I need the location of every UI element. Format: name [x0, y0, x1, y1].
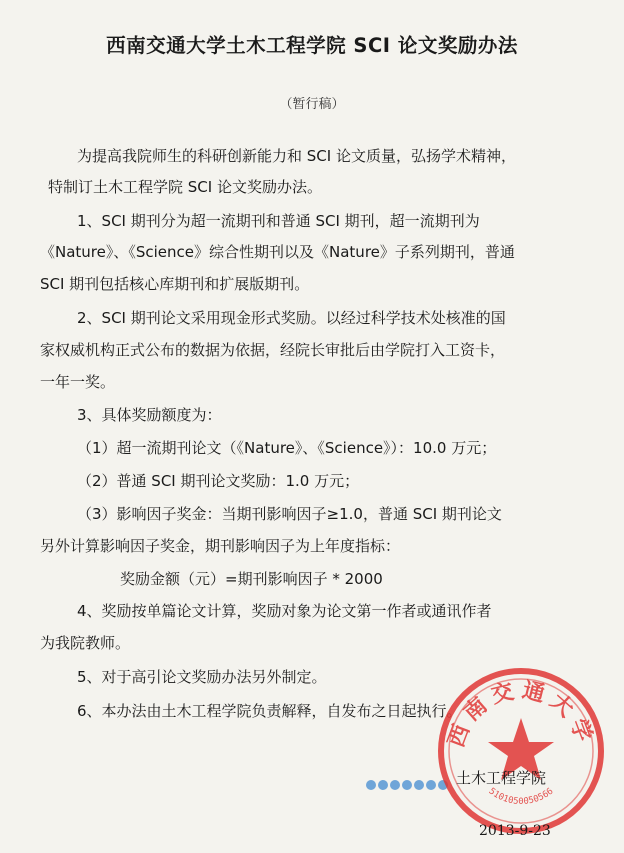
paragraph-line: 一年一奖。 [40, 373, 116, 391]
paragraph-line: 4、奖励按单篇论文计算，奖励对象为论文第一作者或通讯作者 [77, 602, 492, 620]
formula-line: 奖励金额（元）=期刊影响因子 * 2000 [120, 570, 383, 588]
paragraph-line: 《Nature》、《Science》综合性期刊以及《Nature》子系列期刊，普通 [40, 243, 515, 261]
paragraph-line: 为提高我院师生的科研创新能力和 SCI 论文质量，弘扬学术精神， [77, 147, 516, 165]
document-subtitle: （暂行稿） [279, 97, 345, 112]
dot-icon [366, 780, 376, 790]
dot-icon [390, 780, 400, 790]
paragraph-line: （3）影响因子奖金：当期刊影响因子≥1.0，普通 SCI 期刊论文 [77, 505, 502, 523]
paragraph-line: 5、对于高引论文奖励办法另外制定。 [77, 668, 327, 686]
paragraph-line: 另外计算影响因子奖金，期刊影响因子为上年度指标： [40, 537, 401, 555]
paragraph-line: 为我院教师。 [40, 634, 131, 652]
issue-date: 2013-9-23 [479, 823, 551, 839]
dot-icon [378, 780, 388, 790]
paragraph-line: SCI 期刊包括核心库期刊和扩展版期刊。 [40, 275, 310, 293]
paragraph-line: 2、SCI 期刊论文采用现金形式奖励。以经过科学技术处核准的国 [77, 309, 506, 327]
issuing-organization: 土木工程学院 [456, 769, 547, 787]
paragraph-line: （2）普通 SCI 期刊论文奖励：1.0 万元； [77, 472, 360, 490]
paragraph-line: 1、SCI 期刊分为超一流期刊和普通 SCI 期刊，超一流期刊为 [77, 212, 480, 230]
dot-icon [414, 780, 424, 790]
dot-icon [426, 780, 436, 790]
paragraph-line: 特制订土木工程学院 SCI 论文奖励办法。 [48, 178, 322, 196]
svg-text:5101050050566 [487, 786, 556, 807]
paragraph-line: 3、具体奖励额度为： [77, 406, 222, 424]
document-title: 西南交通大学土木工程学院 SCI 论文奖励办法 [106, 34, 518, 57]
seal-text: 西南交通大学 [444, 677, 598, 751]
dot-icon [402, 780, 412, 790]
paragraph-line: （1）超一流期刊论文（《Nature》、《Science》）：10.0 万元； [77, 439, 497, 457]
seal-number: 5101050050566 [486, 786, 556, 807]
paragraph-line: 家权威机构正式公布的数据为依据，经院长审批后由学院打入工资卡， [40, 341, 506, 359]
paragraph-line: 6、本办法由土木工程学院负责解释，自发布之日起执行。 [77, 702, 462, 720]
official-seal-icon [436, 666, 606, 836]
